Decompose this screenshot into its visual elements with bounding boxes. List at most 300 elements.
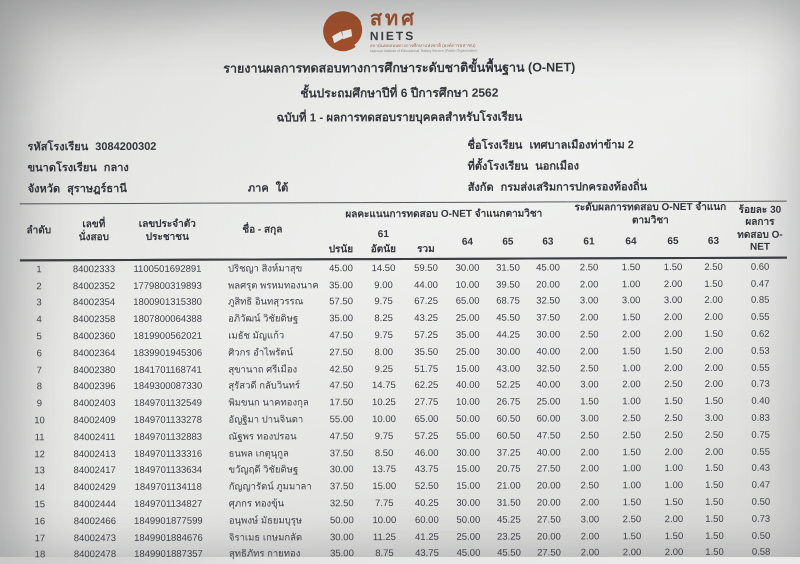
seat-no: 84002403 xyxy=(73,398,116,410)
level-65: 2.00 xyxy=(664,329,683,341)
score-61-total: 52.50 xyxy=(414,481,439,493)
score-61-total: 41.25 xyxy=(414,531,439,543)
student-name: สุทธิภัทร กายทอง xyxy=(228,548,301,561)
citizen-id: 1849901887357 xyxy=(134,549,203,561)
score-61-total: 46.00 xyxy=(414,447,439,459)
score-63: 47.50 xyxy=(536,430,561,442)
seat-no: 84002466 xyxy=(73,515,117,527)
percent-30-onet: 0.40 xyxy=(751,395,770,408)
student-name: อัญฐิมา ปานจินดา xyxy=(228,414,304,426)
score-61-total: 67.25 xyxy=(414,296,438,308)
level-64: 1.50 xyxy=(622,530,642,542)
logo-org-name-th: สถาบันทดสอบทางการศึกษาแห่งชาติ (องค์การมหาชน) xyxy=(369,42,476,49)
seq: 10 xyxy=(34,415,45,427)
score-65: 26.75 xyxy=(496,396,521,408)
report-title: รายงานผลการทดสอบทางการศึกษาระดับชาติขั้นพื้นฐาน (O-NET) xyxy=(223,60,576,76)
level-64: 1.50 xyxy=(622,446,641,458)
percent-30-onet: 0.62 xyxy=(751,328,770,340)
score-61-subjective: 8.00 xyxy=(374,346,394,358)
level-63: 2.00 xyxy=(704,312,724,324)
score-63: 27.50 xyxy=(536,463,561,475)
seat-no: 84002411 xyxy=(73,431,116,443)
col-header-citizen-id: เลขประจำตัว ประชาชน xyxy=(138,218,196,243)
score-61-objective: 45.00 xyxy=(329,263,353,275)
school-name-row xyxy=(468,135,648,157)
score-64: 35.00 xyxy=(455,329,480,341)
score-61-objective: 35.00 xyxy=(329,313,354,325)
citizen-id: 1849701133316 xyxy=(134,448,203,460)
level-63: 1.50 xyxy=(705,530,724,542)
score-64: 25.00 xyxy=(455,346,480,358)
score-65: 68.75 xyxy=(496,296,520,308)
level-61: 3.00 xyxy=(580,379,599,391)
level-63: 1.50 xyxy=(705,513,724,525)
score-61-objective: 47.50 xyxy=(329,380,354,392)
seat-no: 84002333 xyxy=(72,263,116,276)
score-63: 32.50 xyxy=(536,295,561,308)
student-name: ณัฐพร ทองปรอน xyxy=(228,431,297,443)
score-63: 60.00 xyxy=(536,413,561,425)
level-65: 1.50 xyxy=(664,396,683,408)
student-name: อนุพงษ์ มัธยมบุรุษ xyxy=(228,515,303,527)
percent-30-onet: 0.53 xyxy=(751,345,770,357)
score-61-objective: 30.00 xyxy=(329,531,354,543)
level-61: 2.00 xyxy=(580,463,600,475)
level-65: 1.50 xyxy=(664,497,684,509)
level-63: 1.50 xyxy=(705,480,724,492)
level-63: 2.50 xyxy=(704,261,723,273)
score-64: 15.00 xyxy=(456,464,481,476)
level-61: 3.00 xyxy=(579,295,599,307)
seq: 16 xyxy=(34,516,46,528)
score-61-objective: 32.50 xyxy=(329,498,354,510)
seq: 1 xyxy=(36,264,42,276)
group-header-levels: ระดับผลการทดสอบ O-NET จำแนกตามวิชา xyxy=(574,201,727,226)
score-61-objective: 55.00 xyxy=(329,414,354,426)
level-65: 1.00 xyxy=(664,480,684,492)
school-code-row xyxy=(28,136,289,158)
percent-30-onet: 0.85 xyxy=(750,295,770,307)
level-63: 2.50 xyxy=(704,429,724,441)
citizen-id: 1100501692891 xyxy=(133,263,202,275)
seat-no: 84002444 xyxy=(73,499,116,511)
level-64: 3.00 xyxy=(621,295,641,307)
seq: 7 xyxy=(36,364,42,376)
percent-30-onet: 0.50 xyxy=(751,496,771,508)
results-table-header xyxy=(20,201,787,260)
citizen-id: 1800901315380 xyxy=(133,297,202,309)
school-code-value: 3084200302 xyxy=(95,140,157,154)
student-name: จิราเมธ เกษมกลัด xyxy=(228,531,303,544)
score-63: 40.00 xyxy=(536,447,561,459)
score-65: 20.75 xyxy=(496,464,521,476)
score-65: 31.50 xyxy=(496,262,520,274)
seat-no: 84002360 xyxy=(73,331,116,343)
seat-no: 84002364 xyxy=(73,347,116,360)
percent-30-onet: 0.60 xyxy=(750,261,770,273)
score-64: 55.00 xyxy=(456,430,480,442)
level-65: 3.00 xyxy=(663,295,683,307)
score-63: 45.00 xyxy=(536,262,560,274)
score-61-objective: 42.50 xyxy=(329,363,354,375)
level-65: 2.50 xyxy=(664,413,683,425)
seat-no: 84002429 xyxy=(73,482,116,494)
score-61-total: 43.75 xyxy=(414,464,439,476)
level-63: 2.00 xyxy=(704,446,724,458)
level-63: 1.50 xyxy=(704,396,724,408)
score-64: 25.00 xyxy=(456,531,481,543)
score-61-objective: 17.50 xyxy=(329,397,354,409)
score-63: 20.00 xyxy=(536,279,560,291)
level-64: 1.50 xyxy=(622,497,642,509)
student-name: พิมขนก นาคทองกุล xyxy=(228,397,309,409)
percent-30-onet: 0.75 xyxy=(751,429,770,441)
score-63: 27.50 xyxy=(537,547,561,559)
school-size-label: ขนาดโรงเรียน xyxy=(27,162,97,175)
score-61-total: 35.50 xyxy=(414,346,439,358)
province-label: จังหวัด xyxy=(27,183,61,196)
score-61-objective: 37.50 xyxy=(329,447,354,459)
level-61: 2.50 xyxy=(580,362,599,375)
score-61-total: 43.75 xyxy=(415,548,439,560)
score-63: 32.50 xyxy=(536,363,561,375)
citizen-id: 1849901884676 xyxy=(134,532,203,544)
citizen-id: 1849701134118 xyxy=(134,481,202,494)
score-64: 65.00 xyxy=(455,296,480,308)
seat-no: 84002352 xyxy=(72,280,116,292)
level-65: 2.50 xyxy=(664,379,683,391)
percent-30-onet: 0.73 xyxy=(751,379,770,391)
seq: 2 xyxy=(36,280,42,292)
student-name: อภิวัฒน์ วิชัยดิษฐ xyxy=(228,313,299,325)
table-row xyxy=(21,544,788,563)
score-61-subjective: 10.25 xyxy=(372,397,396,409)
student-name: เมธัช มัญแก้ว xyxy=(228,330,285,342)
score-61-subjective: 9.00 xyxy=(374,279,393,291)
level-64: 2.00 xyxy=(622,329,641,341)
level-64: 2.00 xyxy=(622,379,641,391)
level-64: 1.50 xyxy=(621,262,641,274)
seat-no: 84002354 xyxy=(72,297,116,309)
score-65: 23.25 xyxy=(496,531,521,543)
col-header-name: ชื่อ - สกุล xyxy=(242,224,283,236)
citizen-id: 1849701132883 xyxy=(134,431,203,443)
score-61-total: 51.75 xyxy=(414,363,439,375)
level-61: 1.50 xyxy=(580,396,599,408)
score-61-subjective: 7.75 xyxy=(375,498,394,510)
score-61-subjective: 8.25 xyxy=(374,313,393,325)
score-63: 20.00 xyxy=(536,480,561,492)
level-65: 2.50 xyxy=(664,429,683,441)
student-name: ภูสิทธิ อินทสุวรรณ xyxy=(228,296,304,309)
logo-acronym-th: สทศ xyxy=(369,7,417,31)
citizen-id: 1849701132549 xyxy=(133,397,202,410)
level-65: 1.50 xyxy=(664,530,684,542)
level-65: 1.50 xyxy=(663,261,683,273)
level-64: 2.50 xyxy=(622,514,642,526)
level-64: 2.00 xyxy=(622,547,642,559)
seat-no: 84002380 xyxy=(73,364,116,376)
affiliation-label: สังกัด xyxy=(467,181,494,194)
seat-no: 84002417 xyxy=(73,465,116,477)
seq: 5 xyxy=(36,331,42,343)
level-61: 2.00 xyxy=(580,497,600,509)
level-63: 1.50 xyxy=(704,278,723,290)
level-64: 2.50 xyxy=(622,430,641,442)
col-header-seq: ลำดับ xyxy=(26,225,52,237)
seq: 17 xyxy=(34,532,46,544)
citizen-id: 1849701134827 xyxy=(134,498,203,510)
score-61-subjective: 10.00 xyxy=(372,514,397,526)
logo-acronym-en: NIETS xyxy=(369,28,416,44)
seat-no: 84002473 xyxy=(73,532,117,544)
school-location-value: นอกเมือง xyxy=(535,160,580,173)
level-61: 3.00 xyxy=(580,413,599,425)
score-61-subjective: 15.00 xyxy=(372,481,397,493)
level-63: 1.50 xyxy=(705,547,724,559)
seq: 14 xyxy=(34,482,46,494)
score-61-objective: 35.00 xyxy=(330,548,354,560)
school-size-row xyxy=(28,157,289,179)
score-65: 37.25 xyxy=(496,447,521,459)
score-64: 40.00 xyxy=(455,380,480,392)
school-location-row xyxy=(468,156,648,178)
school-info-left xyxy=(28,136,289,200)
percent-30-onet: 0.55 xyxy=(751,362,770,374)
seq: 6 xyxy=(36,348,42,360)
level-61: 2.00 xyxy=(579,278,599,291)
report-grade-year: ชั้นประถมศึกษาปีที่ 6 ปีการศึกษา 2562 xyxy=(300,85,499,101)
level-61: 2.00 xyxy=(580,530,600,543)
score-63: 20.00 xyxy=(536,497,561,509)
school-code-label: รหัสโรงเรียน xyxy=(27,141,89,154)
student-name: สุรัสวดี กลับวินทร์ xyxy=(228,380,301,393)
score-64: 30.00 xyxy=(456,497,481,509)
school-size-value: กลาง xyxy=(103,161,129,175)
level-63: 1.50 xyxy=(705,496,724,508)
score-61-subjective: 11.25 xyxy=(372,531,396,543)
level-65: 2.00 xyxy=(664,446,683,458)
score-61-objective: 27.50 xyxy=(329,347,354,359)
score-64: 15.00 xyxy=(455,363,480,375)
percent-30-onet: 0.73 xyxy=(751,513,771,525)
col-header-objective: ปรนัย xyxy=(328,243,354,255)
seq: 3 xyxy=(36,297,42,309)
score-63: 37.50 xyxy=(536,312,561,324)
score-61-subjective: 9.25 xyxy=(374,363,394,375)
level-63: 2.00 xyxy=(704,379,724,391)
score-65: 43.00 xyxy=(496,363,521,375)
seq: 13 xyxy=(34,465,45,477)
level-61: 2.50 xyxy=(580,430,599,442)
score-61-objective: 37.50 xyxy=(329,481,354,493)
score-65: 52.25 xyxy=(496,380,521,392)
score-63: 25.00 xyxy=(536,396,561,408)
col-header-percent30: ร้อยละ 30 ผลการ ทดสอบ O-NET xyxy=(737,204,783,253)
score-61-total: 57.25 xyxy=(414,329,439,342)
affiliation-row xyxy=(468,177,648,199)
seq: 18 xyxy=(34,549,46,561)
results-table-body xyxy=(20,258,788,564)
score-61-objective: 50.00 xyxy=(329,515,354,527)
citizen-id: 1841701168741 xyxy=(133,364,202,376)
region-value: ใต้ xyxy=(275,182,289,195)
score-61-total: 65.00 xyxy=(414,413,439,426)
seat-no: 84002409 xyxy=(73,415,116,427)
level-64: 1.00 xyxy=(622,362,641,374)
col-header-subject-61: 61 xyxy=(377,228,389,240)
score-65: 39.50 xyxy=(496,279,520,291)
student-name: กัญญารัตน์ ภูมมาลา xyxy=(228,481,312,493)
level-65: 2.00 xyxy=(664,362,683,374)
logo-org-name-en: National Institute of Educational Testing Service (Public Organization) xyxy=(369,48,478,53)
niets-logo-text xyxy=(370,9,478,53)
level-64: 1.50 xyxy=(621,312,641,324)
score-61-subjective: 9.75 xyxy=(374,330,393,342)
score-63: 30.00 xyxy=(536,329,561,341)
score-63: 40.00 xyxy=(536,379,561,391)
seat-no: 84002358 xyxy=(72,314,116,326)
percent-30-onet: 0.47 xyxy=(751,479,771,492)
score-61-subjective: 13.75 xyxy=(372,464,397,476)
seq: 4 xyxy=(36,314,42,326)
score-61-objective: 47.50 xyxy=(329,431,354,443)
affiliation-value: กรมส่งเสริมการปกครองท้องถิ่น xyxy=(500,181,648,194)
level-64: 1.50 xyxy=(622,346,641,358)
score-61-subjective: 14.75 xyxy=(371,380,396,392)
score-61-subjective: 9.75 xyxy=(374,430,394,442)
col-header-score-65: 65 xyxy=(502,236,514,248)
score-61-subjective: 8.50 xyxy=(374,447,394,459)
score-65: 45.50 xyxy=(497,548,521,560)
score-65: 31.50 xyxy=(496,497,521,509)
citizen-id: 1849901877599 xyxy=(133,515,203,527)
student-name: ปริชญา สิงห์มาสุข xyxy=(227,263,303,275)
header-logo-row xyxy=(0,0,799,54)
level-65: 2.00 xyxy=(663,312,683,324)
citizen-id: 1839901945306 xyxy=(133,347,203,359)
score-65: 30.00 xyxy=(496,346,521,358)
score-65: 45.50 xyxy=(496,312,521,324)
score-64: 10.00 xyxy=(455,279,480,291)
level-65: 1.50 xyxy=(664,345,683,357)
score-61-objective: 35.00 xyxy=(329,279,353,291)
seq: 15 xyxy=(34,499,46,511)
percent-30-onet: 0.58 xyxy=(751,547,771,559)
niets-emblem-icon xyxy=(321,9,365,53)
level-61: 2.00 xyxy=(579,312,599,324)
percent-30-onet: 0.47 xyxy=(750,278,770,290)
percent-30-onet: 0.83 xyxy=(751,412,770,424)
level-64: 1.00 xyxy=(622,480,642,492)
citizen-id: 1849701133634 xyxy=(134,465,203,477)
col-header-score-64: 64 xyxy=(461,236,473,248)
results-table xyxy=(20,201,788,564)
score-65: 44.25 xyxy=(496,329,521,341)
student-name: ศุภกร ทองขุ้น xyxy=(228,498,285,510)
score-65: 45.25 xyxy=(496,514,521,526)
level-61: 2.00 xyxy=(580,547,600,559)
school-name-value: เทศบาลเมืองท่าข้าม 2 xyxy=(529,139,634,152)
seq: 9 xyxy=(36,398,43,410)
score-61-objective: 30.00 xyxy=(329,464,354,476)
score-61-total: 57.25 xyxy=(414,430,439,442)
citizen-id: 1849300087330 xyxy=(133,381,203,393)
score-64: 50.00 xyxy=(456,413,480,425)
percent-30-onet: 0.55 xyxy=(751,446,771,458)
score-61-subjective: 9.75 xyxy=(374,296,393,308)
level-61: 2.00 xyxy=(580,446,599,459)
level-63: 1.50 xyxy=(704,328,724,341)
level-61: 2.50 xyxy=(580,480,600,492)
level-61: 3.00 xyxy=(580,514,600,526)
col-header-level-63: 63 xyxy=(707,235,720,247)
level-65: 2.00 xyxy=(664,547,684,559)
student-name: ธนพล เกตุนุกูล xyxy=(228,448,289,460)
score-64: 50.00 xyxy=(456,514,481,526)
score-61-subjective: 14.50 xyxy=(371,262,396,274)
col-header-level-64: 64 xyxy=(625,235,637,247)
province-value: สุราษฎร์ธานี xyxy=(67,182,127,196)
score-61-total: 44.00 xyxy=(414,279,438,291)
score-63: 20.00 xyxy=(537,531,561,543)
citizen-id: 1849701133278 xyxy=(133,414,202,426)
group-header-scores: ผลคะแนนการทดสอบ O-NET จำแนกตามวิชา xyxy=(345,208,543,221)
student-name: สุขานาถ ศรีเมือง xyxy=(228,364,298,376)
school-info xyxy=(28,135,787,200)
score-63: 27.50 xyxy=(536,514,561,526)
score-64: 45.00 xyxy=(456,548,481,560)
seq: 11 xyxy=(34,432,45,444)
score-61-total: 59.50 xyxy=(414,262,438,274)
niets-logo xyxy=(321,9,478,54)
seat-no: 84002478 xyxy=(73,549,117,561)
region-label: ภาค xyxy=(247,182,269,195)
percent-30-onet: 0.43 xyxy=(751,463,771,475)
score-65: 60.50 xyxy=(496,430,521,442)
col-header-score-63: 63 xyxy=(542,236,554,248)
seq: 8 xyxy=(36,381,43,393)
percent-30-onet: 0.50 xyxy=(751,530,771,542)
seat-no: 84002413 xyxy=(73,448,116,460)
score-61-total: 43.25 xyxy=(414,313,439,325)
score-61-objective: 57.50 xyxy=(329,296,353,308)
level-63: 2.00 xyxy=(704,362,724,374)
seat-no: 84002396 xyxy=(73,381,116,393)
citizen-id: 1807800064388 xyxy=(133,313,203,326)
score-61-subjective: 10.00 xyxy=(372,414,396,426)
score-65: 21.00 xyxy=(496,480,521,492)
col-header-subjective: อัตนัย xyxy=(370,243,397,255)
score-61-objective: 47.50 xyxy=(329,330,354,342)
col-header-level-65: 65 xyxy=(667,235,679,247)
score-61-subjective: 8.75 xyxy=(375,548,394,560)
level-64: 1.00 xyxy=(622,463,642,475)
student-name: ศิวกร อำไพรัตน์ xyxy=(228,347,293,359)
citizen-id: 1819900562021 xyxy=(133,330,203,343)
citizen-id: 1779800319893 xyxy=(133,280,202,292)
score-64: 10.00 xyxy=(456,396,480,409)
percent-30-onet: 0.55 xyxy=(750,311,770,324)
level-64: 2.50 xyxy=(622,413,641,425)
level-63: 2.00 xyxy=(704,345,724,357)
report-edition: ฉบับที่ 1 - ผลการทดสอบรายบุคคลสำหรับโรงเรียน xyxy=(276,111,523,125)
col-header-total: รวม xyxy=(417,243,435,255)
col-header-seat-no: เลขที่ นั่งสอบ xyxy=(78,219,109,243)
score-64: 30.00 xyxy=(455,262,480,274)
student-name: ขวัญฤดี วิชัยดิษฐ xyxy=(228,464,299,477)
level-63: 3.00 xyxy=(704,412,724,424)
